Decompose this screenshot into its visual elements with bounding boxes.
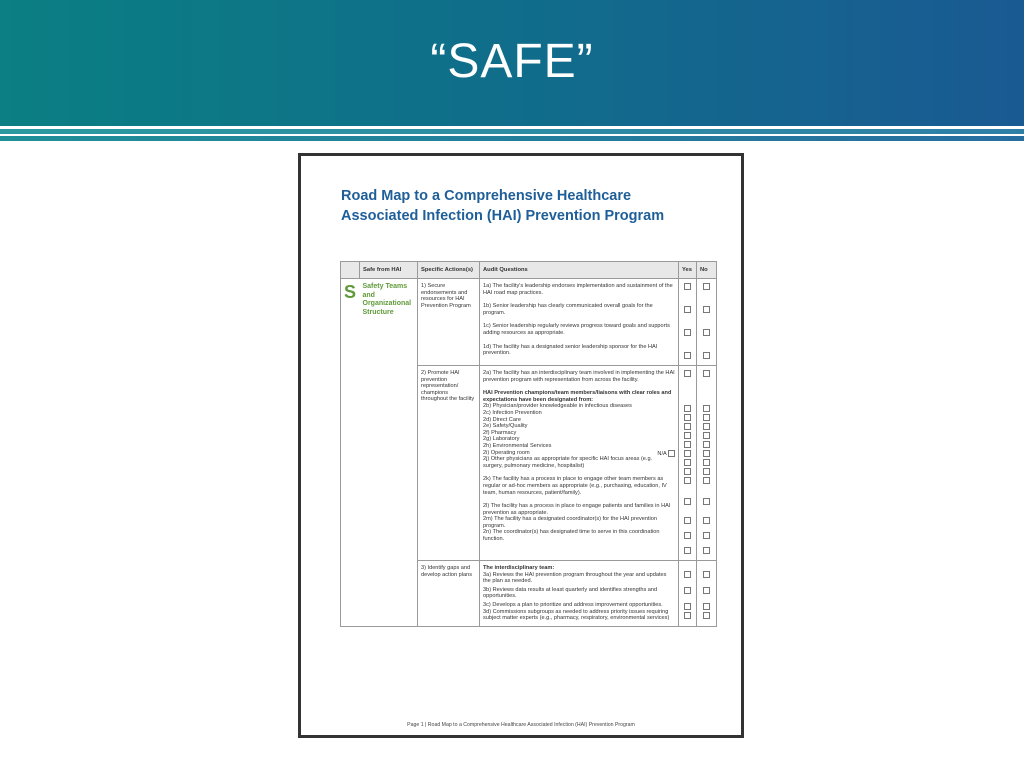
yes-checkbox[interactable] bbox=[684, 459, 691, 466]
table-header-row bbox=[341, 262, 717, 279]
action-text: 3) Identify gaps and develop action plans bbox=[421, 565, 473, 578]
no-checkbox[interactable] bbox=[703, 532, 710, 539]
audit-question: 1a) The facility's leadership endorses implementation and sustainment of the HAI road map practices. bbox=[483, 283, 673, 296]
yes-checkbox[interactable] bbox=[684, 441, 691, 448]
no-cell bbox=[697, 279, 717, 366]
audit-question: 3c) Develops a plan to prioritize and address improvement opportunities. bbox=[483, 601, 663, 608]
no-checkbox[interactable] bbox=[703, 329, 710, 336]
audit-question: 2b) Physician/provider knowledgeable in infectious diseases bbox=[483, 403, 632, 410]
audit-question: 2j) Other physicians as appropriate for specific HAI focus areas (e.g. surgery, pulmonary medicine, hospitalist) bbox=[483, 456, 653, 469]
no-cell bbox=[697, 366, 717, 561]
audit-question: 3d) Commissions subgroups as needed to address priority issues requiring subject matter experts (e.g., pharmacy, respiratory, environmental services) bbox=[483, 608, 670, 622]
no-checkbox[interactable] bbox=[703, 441, 710, 448]
audit-question: 1d) The facility has a designated senior leadership sponsor for the HAI prevention. bbox=[483, 343, 658, 357]
document-page-image bbox=[298, 153, 744, 738]
action-cell bbox=[418, 279, 480, 366]
audit-question: 2i) Operating room bbox=[483, 449, 530, 456]
no-checkbox[interactable] bbox=[703, 603, 710, 610]
audit-question: 2h) Environmental Services bbox=[483, 442, 552, 449]
yes-checkbox[interactable] bbox=[684, 571, 691, 578]
no-checkbox[interactable] bbox=[703, 459, 710, 466]
yes-checkbox[interactable] bbox=[684, 477, 691, 484]
no-checkbox[interactable] bbox=[703, 477, 710, 484]
yes-checkbox[interactable] bbox=[684, 603, 691, 610]
yes-checkbox[interactable] bbox=[684, 405, 691, 412]
audit-table bbox=[340, 261, 717, 627]
yes-checkbox[interactable] bbox=[684, 468, 691, 475]
yes-checkbox[interactable] bbox=[684, 370, 691, 377]
na-checkbox[interactable] bbox=[668, 450, 675, 457]
yes-checkbox[interactable] bbox=[684, 450, 691, 457]
yes-checkbox[interactable] bbox=[684, 352, 691, 359]
yes-checkbox[interactable] bbox=[684, 283, 691, 290]
no-checkbox[interactable] bbox=[703, 450, 710, 457]
audit-question: 3b) Reviews data results at least quarterly and identifies strengths and opportunities. bbox=[483, 586, 658, 600]
audit-question: 2m) The facility has a designated coordinator(s) for the HAI prevention program. bbox=[483, 516, 658, 529]
audit-question: 2f) Pharmacy bbox=[483, 429, 517, 436]
action-cell bbox=[418, 561, 480, 627]
audit-question: 2e) Safety/Quality bbox=[483, 423, 528, 430]
header-actions: Specific Actions(s) bbox=[418, 262, 480, 279]
no-checkbox[interactable] bbox=[703, 612, 710, 619]
audit-question: 2g) Laboratory bbox=[483, 436, 520, 443]
header-divider bbox=[0, 136, 1024, 141]
header-blank bbox=[341, 262, 360, 279]
section3-heading: The interdisciplinary team: bbox=[483, 565, 555, 571]
yes-checkbox[interactable] bbox=[684, 329, 691, 336]
action-cell bbox=[418, 366, 480, 561]
no-checkbox[interactable] bbox=[703, 405, 710, 412]
document-title-line: Associated Infection (HAI) Prevention Program bbox=[341, 208, 665, 224]
audit-question: 1c) Senior leadership regularly reviews progress toward goals and supports adding resources as appropriate. bbox=[483, 323, 670, 336]
no-checkbox[interactable] bbox=[703, 498, 710, 505]
letter-cell bbox=[341, 279, 360, 627]
header-questions: Audit Questions bbox=[480, 262, 679, 279]
audit-question: 3a) Reviews the HAI prevention program throughout the year and updates the plan as needed. bbox=[483, 571, 667, 585]
yes-checkbox[interactable] bbox=[684, 547, 691, 554]
action-text: 2) Promote HAI prevention representation/ champions throughout the facility bbox=[421, 370, 475, 403]
questions-cell bbox=[480, 366, 679, 561]
yes-checkbox[interactable] bbox=[684, 587, 691, 594]
questions-cell bbox=[480, 561, 679, 627]
yes-checkbox[interactable] bbox=[684, 414, 691, 421]
header-no: No bbox=[697, 262, 717, 279]
slide-title: “SAFE” bbox=[430, 35, 594, 88]
no-checkbox[interactable] bbox=[703, 517, 710, 524]
champions-heading: HAI Prevention champions/team members/liaisons with clear roles and expectations have been designated from: bbox=[483, 390, 672, 403]
questions-cell bbox=[480, 279, 679, 366]
no-checkbox[interactable] bbox=[703, 587, 710, 594]
na-option bbox=[657, 450, 675, 458]
no-checkbox[interactable] bbox=[703, 306, 710, 313]
no-checkbox[interactable] bbox=[703, 414, 710, 421]
audit-question: 2k) The facility has a process in place to engage other team members as regular or ad-hoc members as appropriate (e.g., purchasing, education, IV team, human resources, patient/family). bbox=[483, 476, 667, 496]
yes-cell bbox=[679, 279, 697, 366]
audit-question: 2n) The coordinator(s) has designated time to serve in this coordination function. bbox=[483, 529, 660, 543]
document-title bbox=[341, 186, 721, 226]
no-checkbox[interactable] bbox=[703, 370, 710, 377]
category-label: Safety Teams and Organizational Structure bbox=[362, 283, 412, 316]
category-cell bbox=[360, 279, 418, 627]
audit-question: 2l) The facility has a process in place to engage patients and families in HAI prevention as appropriate. bbox=[483, 503, 671, 516]
yes-checkbox[interactable] bbox=[684, 498, 691, 505]
audit-question: 2a) The facility has an interdisciplinary team involved in implementing the HAI prevention program with representation from across the facility. bbox=[483, 370, 675, 383]
yes-cell bbox=[679, 561, 697, 627]
yes-checkbox[interactable] bbox=[684, 423, 691, 430]
header-yes: Yes bbox=[679, 262, 697, 279]
no-cell bbox=[697, 561, 717, 627]
slide-header bbox=[0, 0, 1024, 126]
audit-question: 2c) Infection Prevention bbox=[483, 409, 542, 416]
yes-checkbox[interactable] bbox=[684, 306, 691, 313]
no-checkbox[interactable] bbox=[703, 468, 710, 475]
s-letter: S bbox=[344, 282, 357, 302]
audit-question: 1b) Senior leadership has clearly communicated overall goals for the program. bbox=[483, 303, 653, 316]
no-checkbox[interactable] bbox=[703, 352, 710, 359]
yes-checkbox[interactable] bbox=[684, 517, 691, 524]
no-checkbox[interactable] bbox=[703, 571, 710, 578]
action-text: 1) Secure endorsements and resources for HAI Prevention Program bbox=[421, 283, 471, 309]
operating-room-row bbox=[483, 450, 675, 457]
yes-cell bbox=[679, 366, 697, 561]
no-checkbox[interactable] bbox=[703, 432, 710, 439]
audit-question: 2d) Direct Care bbox=[483, 416, 521, 423]
table-row bbox=[341, 279, 717, 366]
yes-checkbox[interactable] bbox=[684, 432, 691, 439]
na-label: N/A bbox=[657, 450, 667, 457]
no-checkbox[interactable] bbox=[703, 547, 710, 554]
document-footer: Page 1 | Road Map to a Comprehensive Healthcare Associated Infection (HAI) Prevention Program bbox=[407, 722, 635, 728]
no-checkbox[interactable] bbox=[703, 283, 710, 290]
header-safe: Safe from HAI bbox=[360, 262, 418, 279]
no-checkbox[interactable] bbox=[703, 423, 710, 430]
yes-checkbox[interactable] bbox=[684, 612, 691, 619]
yes-checkbox[interactable] bbox=[684, 532, 691, 539]
document-title-line: Road Map to a Comprehensive Healthcare bbox=[341, 188, 632, 204]
